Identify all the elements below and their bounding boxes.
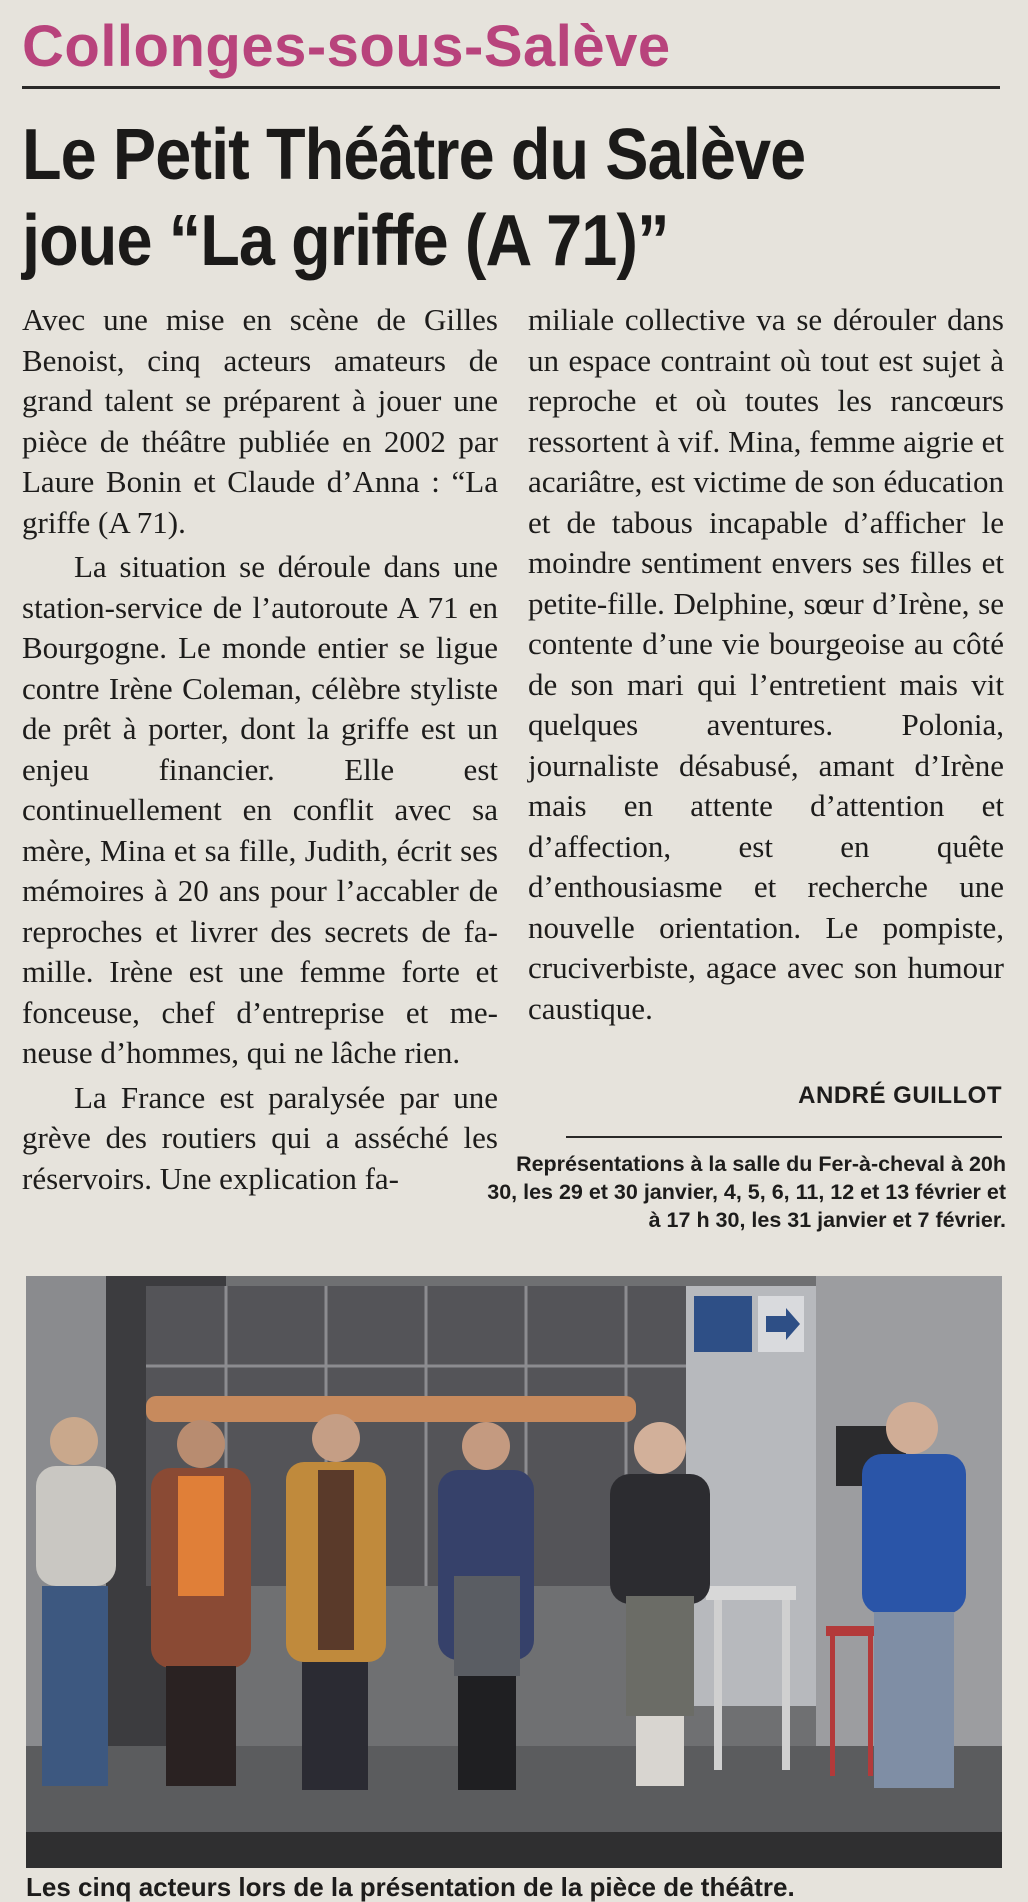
section-rubric: Collonges-sous-Salève (22, 14, 671, 79)
paragraph: La situation se déroule dans une station-service de l’autoroute A 71 en Bourgogne. Le monde entier se ligue contre Irène Coleman, célèbre styliste de prêt à porter, dont la griffe est un enjeu financier. Elle est continuellement en conflit avec sa mère, Mina et sa fille, Judith, écrit ses mémoires à 20 ans pour l’accabler de reproches et livrer des secrets de famille. Irène est une femme forte et fonceuse, chef d’entreprise et meneuse d’hommes, qui ne lâche rien. (22, 549, 498, 1070)
paragraph: miliale collective va se dérouler dans un espace contraint où tout est sujet à reproche et où toutes les rancœurs ressortent à vif. Mina, femme aigrie et acariâtre, est victime de son éducation et de tabous incapable d’afficher le moindre sentiment envers ses filles et petite-fille. Delphine, sœur d’Irène, se contente d’une vie bourgeoise au côté de son mari qui l’entretient mais vit quelques aventures. Polonia, journaliste désabusé, amant d’Irène mais en attente d’attention et d’affection, est en quête d’enthousiasme et recherche une nouvelle orientation. Le pompiste, cruciverbiste, agace avec son humour caustique. (528, 302, 1004, 1026)
photo-caption: Les cinq acteurs lors de la présentation de la pièce de théâtre. (26, 1872, 795, 1902)
article-column-left (22, 300, 498, 1199)
headline-line-2: joue “La griffe (A 71)” (22, 201, 669, 281)
stage-photo-illustration (26, 1276, 1002, 1868)
actor-6 (862, 1402, 966, 1788)
paragraph: Avec une mise en scène de Gilles Benoist, cinq acteurs amateurs de grand talent se préparent à jouer une pièce de théâtre publiée en 2002 par Laure Bonin et Claude d’Anna : “La griffe (A 71). (22, 302, 498, 540)
article-headline (22, 112, 904, 284)
paragraph: La France est paralysée par une grève des routiers qui a asséché les réservoirs. Une explication fa- (22, 1079, 498, 1196)
divider-rule (566, 1136, 1002, 1138)
article-column-right (528, 300, 1004, 1029)
headline-line-1: Le Petit Théâtre du Salève (22, 115, 806, 195)
actor-2 (151, 1420, 251, 1786)
performance-info: Représentations à la salle du Fer-à-cheval à 20h 30, les 29 et 30 janvier, 4, 5, 6, 11, 12 et 13 février et à 17 h 30, les 31 janvier et 7 février. (487, 1152, 1006, 1232)
actor-1 (36, 1417, 116, 1786)
stage-photo (26, 1276, 1002, 1868)
author-byline: ANDRÉ GUILLOT (798, 1082, 1002, 1109)
divider-rule (22, 86, 1000, 89)
